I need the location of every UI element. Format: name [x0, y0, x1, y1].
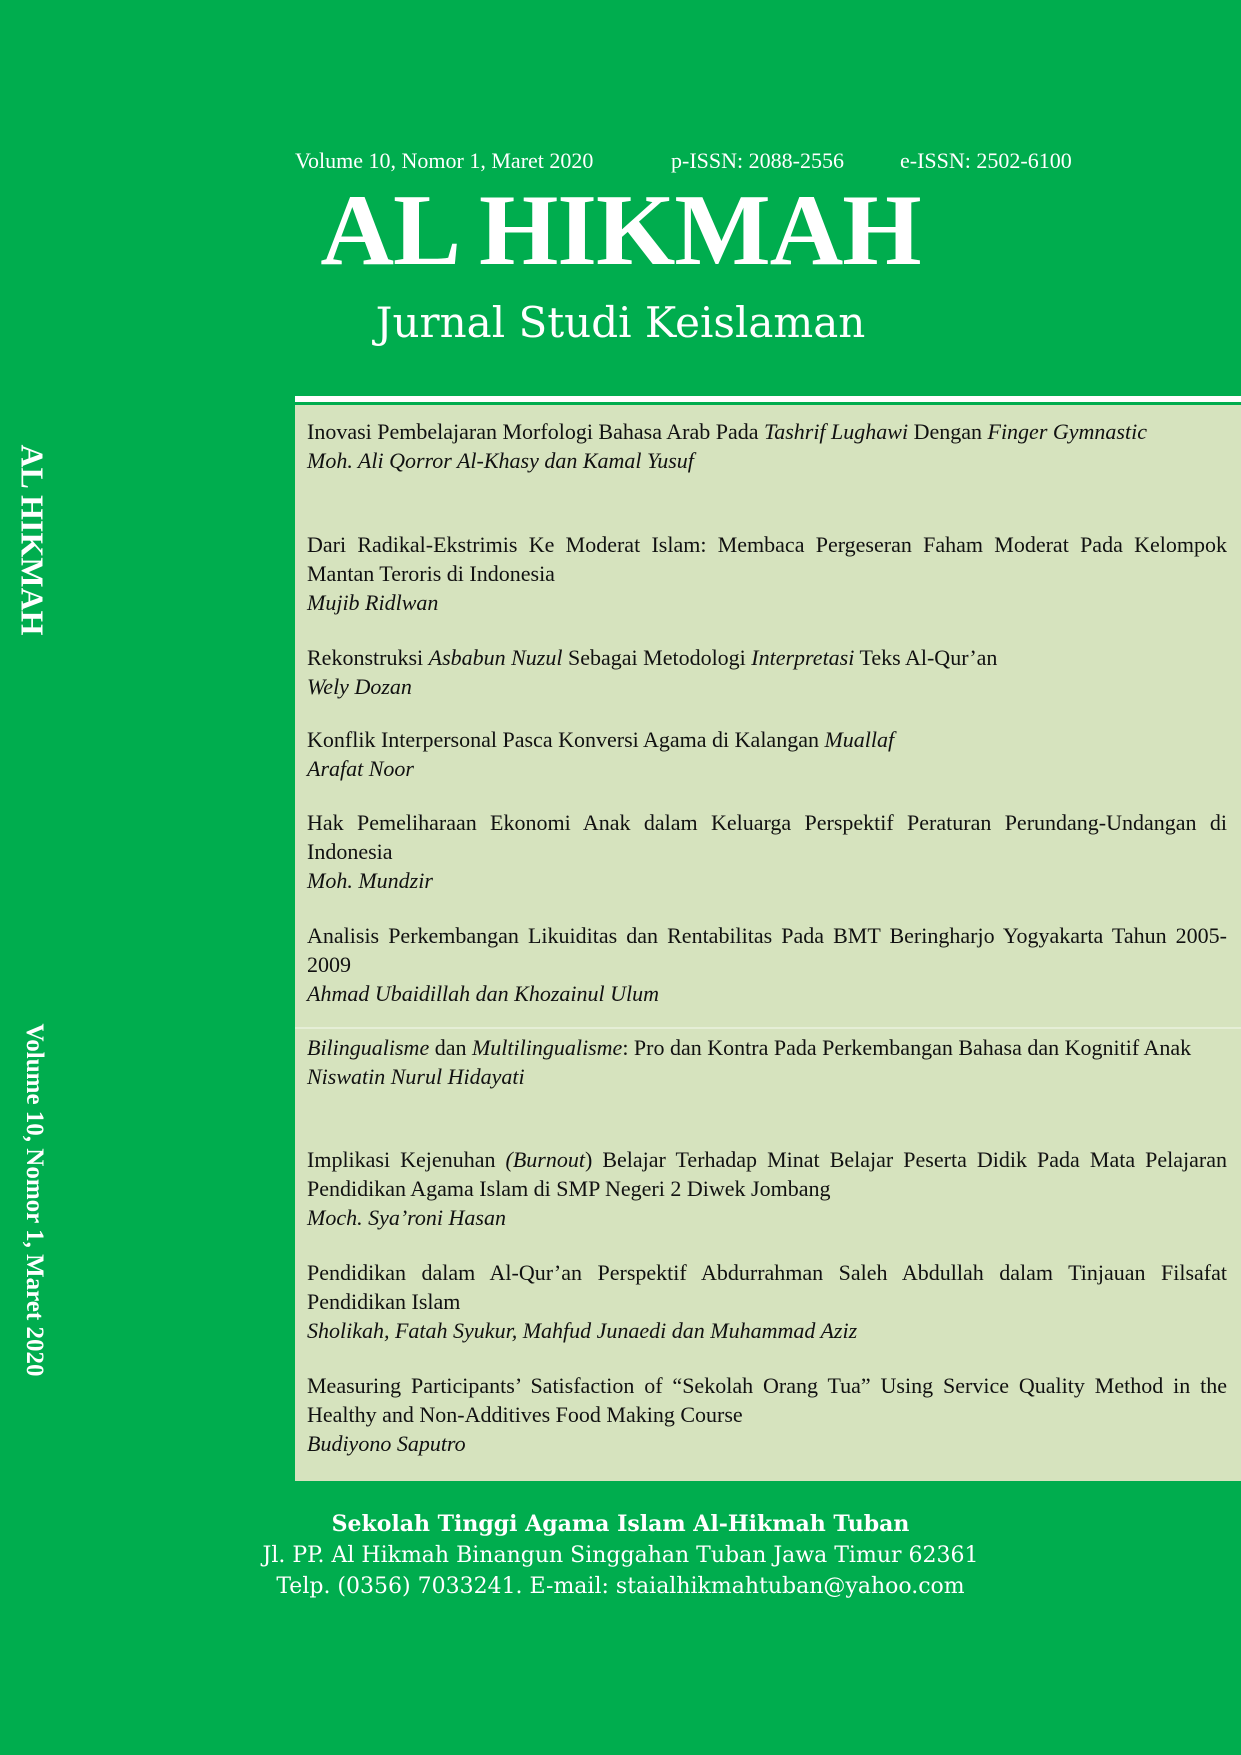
article-title-part: Analisis Perkembangan Likuiditas dan Rentabilitas Pada BMT Beringharjo Yogyakarta Tahun 2005-2009: [307, 923, 1227, 977]
article-authors: Budiyono Saputro: [307, 1431, 466, 1456]
article-title: [307, 417, 1227, 446]
article-entry: [307, 1371, 1227, 1458]
article-authors: Sholikah, Fatah Syukur, Mahfud Junaedi dan Muhammad Aziz: [307, 1318, 858, 1343]
journal-subtitle: Jurnal Studi Keislaman: [375, 298, 866, 347]
article-entry: [307, 643, 1227, 701]
article-title: [307, 1033, 1227, 1062]
article-entry: [307, 1145, 1227, 1232]
article-authors: Moh. Ali Qorror Al-Khasy dan Kamal Yusuf: [307, 448, 694, 473]
p-issn-label: p-ISSN: 2088-2556: [671, 148, 844, 173]
article-title: [307, 1371, 1227, 1429]
article-title: [307, 1145, 1227, 1203]
article-entry: [307, 808, 1227, 895]
article-title: [307, 808, 1227, 866]
article-title-part: Konflik Interpersonal Pasca Konversi Agama di Kalangan: [307, 727, 825, 752]
table-of-contents: [295, 405, 1241, 1481]
article-title-part: Asbabun Nuzul: [428, 645, 563, 670]
article-title-part: : Pro dan Kontra Pada Perkembangan Bahasa dan Kognitif Anak: [622, 1035, 1192, 1060]
article-title-part: Measuring Participants’ Satisfaction of “Sekolah Orang Tua” Using Service Quality Method in the Healthy and Non-Additives Food Making Course: [307, 1373, 1227, 1427]
article-title-part: dan: [429, 1035, 472, 1060]
publisher-footer: [0, 1509, 1241, 1602]
article-title-part: Sebagai Metodologi: [562, 645, 752, 670]
article-title-part: Tashrif Lughawi: [763, 419, 909, 444]
volume-label: Volume 10, Nomor 1, Maret 2020: [295, 148, 594, 173]
spine-title: [14, 430, 50, 650]
article-entry: [307, 1258, 1227, 1345]
article-title-part: Hak Pemeliharaan Ekonomi Anak dalam Keluarga Perspektif Peraturan Perundang-Undangan di Indonesia: [307, 810, 1227, 864]
article-entry: [307, 921, 1227, 1008]
article-entry: [307, 417, 1227, 475]
article-authors: Moh. Mundzir: [307, 868, 433, 893]
article-entry: [307, 1033, 1227, 1091]
article-authors: Mujib Ridlwan: [307, 590, 439, 615]
article-title-part: Inovasi Pembelajaran Morfologi Bahasa Arab Pada: [307, 419, 764, 444]
article-title-part: Finger Gymnastic: [987, 419, 1147, 444]
article-title: [307, 921, 1227, 979]
spine-title-text: AL HIKMAH: [14, 444, 51, 636]
institution-contact: Telp. (0356) 7033241. E-mail: staialhikmahtuban@yahoo.com: [276, 1574, 965, 1599]
article-authors: Wely Dozan: [307, 674, 412, 699]
article-title-part: Implikasi Kejenuhan: [307, 1147, 506, 1172]
e-issn-label: e-ISSN: 2502-6100: [900, 148, 1072, 173]
divider-rule: [295, 396, 1241, 402]
toc-divider: [295, 1027, 1241, 1029]
article-title-part: Teks Al-Qur’an: [854, 645, 998, 670]
article-title-part: Multilingualisme: [471, 1035, 623, 1060]
article-authors: Niswatin Nurul Hidayati: [307, 1064, 525, 1089]
article-title-part: ) Belajar Terhadap Minat Belajar Peserta Didik Pada Mata Pelajaran Pendidikan Agama Islam di SMP Negeri 2 Diwek Jombang: [307, 1147, 1227, 1201]
article-entry: [307, 725, 1227, 783]
article-title-part: Rekonstruksi: [307, 645, 429, 670]
article-authors: Ahmad Ubaidillah dan Khozainul Ulum: [307, 981, 660, 1006]
article-title-part: Bilingualisme: [307, 1035, 430, 1060]
journal-title: AL HIKMAH: [320, 174, 921, 287]
spine-volume-text: Volume 10, Nomor 1, Maret 2020: [21, 1023, 48, 1377]
article-title-part: Dari Radikal-Ekstrimis Ke Moderat Islam: Membaca Pergeseran Faham Moderat Pada Kelompok Mantan Teroris di Indonesia: [307, 532, 1227, 586]
spine-volume: [14, 1023, 54, 1377]
institution-name: Sekolah Tinggi Agama Islam Al-Hikmah Tuban: [331, 1511, 910, 1537]
article-authors: Moch. Sya’roni Hasan: [307, 1205, 506, 1230]
article-title: [307, 725, 1227, 754]
article-title: [307, 530, 1227, 588]
article-entry: [307, 530, 1227, 617]
article-title-part: Dengan: [908, 419, 988, 444]
article-authors: Arafat Noor: [307, 756, 414, 781]
article-title-part: Pendidikan dalam Al-Qur’an Perspektif Abdurrahman Saleh Abdullah dalam Tinjauan Filsafat Pendidikan Islam: [307, 1260, 1227, 1314]
institution-address: Jl. PP. Al Hikmah Binangun Singgahan Tuban Jawa Timur 62361: [262, 1543, 979, 1568]
article-title-part: Interpretasi: [751, 645, 855, 670]
article-title: [307, 1258, 1227, 1316]
article-title-part: (Burnout: [505, 1147, 585, 1172]
article-title: [307, 643, 1227, 672]
article-title-part: Muallaf: [824, 727, 895, 752]
